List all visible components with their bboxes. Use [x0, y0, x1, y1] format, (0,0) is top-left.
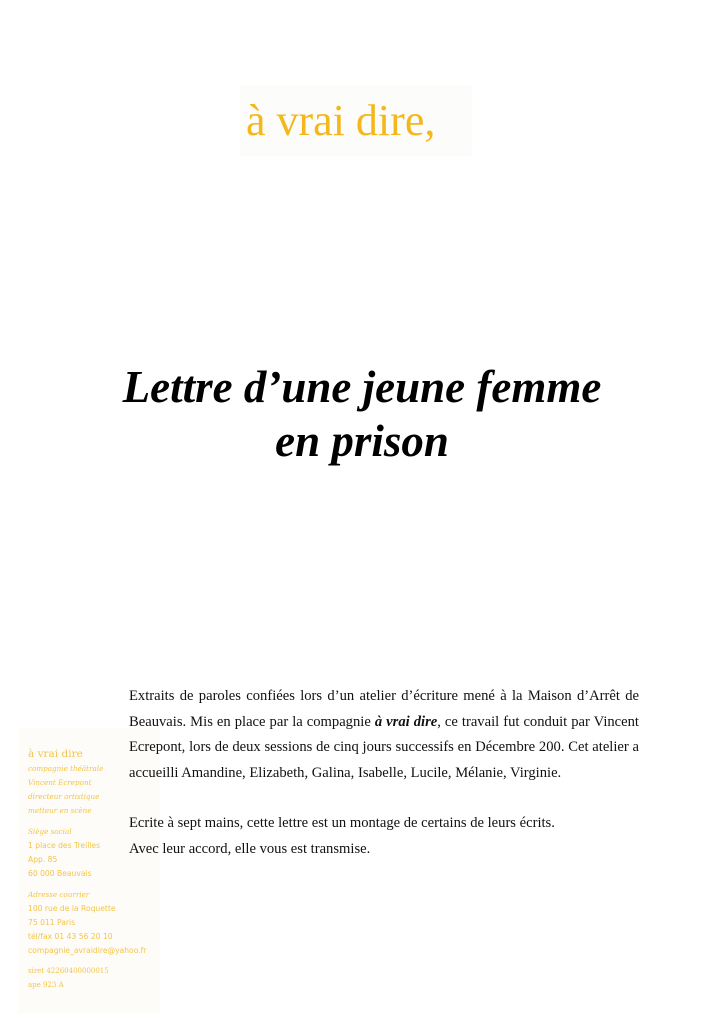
second-paragraph: Ecrite à sept mains, cette lettre est un montage de certains de leurs écrits. — [129, 815, 555, 831]
company-name-inline: à vrai dire — [374, 713, 438, 730]
intro-paragraph — [129, 684, 639, 786]
sidebar-courrier-label: Adresse courrier — [28, 890, 90, 899]
sidebar-siege-app: App. 85 — [28, 855, 58, 864]
title-line-1: Lettre d’une jeune femme — [122, 362, 602, 412]
sidebar-email: compagnie_avraidire@yahoo.fr — [28, 946, 147, 955]
sidebar-role-1: directeur artistique — [28, 792, 100, 801]
sidebar-phone: tél/fax 01 43 56 20 10 — [28, 932, 113, 941]
sidebar-siege-label: Siège social — [28, 827, 72, 836]
sidebar-courrier-street: 100 rue de la Roquette — [28, 904, 116, 913]
sidebar-ape: ape 923 A — [28, 981, 64, 989]
sidebar-director: Vincent Ecrepont — [28, 778, 92, 787]
sidebar-role-2: metteur en scène — [28, 806, 92, 815]
intro-text-start: Extraits de paroles confiées lors d’un atelier d’écriture mené à la Maison d’Arrêt de Beauvais. Mis en place par la compagnie — [129, 688, 639, 730]
sidebar-brand: à vrai dire — [28, 748, 83, 760]
title-line-2: en prison — [275, 416, 449, 466]
company-logo: à vrai dire, — [246, 96, 436, 145]
sidebar-siege-city: 60 000 Beauvais — [28, 869, 92, 878]
third-paragraph: Avec leur accord, elle vous est transmise. — [129, 840, 371, 857]
document-body — [129, 684, 639, 862]
sidebar-siret: siret 42260400000015 — [28, 967, 109, 975]
sidebar-subtitle: compagnie théâtrale — [28, 764, 104, 773]
intro-text-end: , ce travail fut conduit par Vincent Ecrepont, lors de deux sessions de cinq jours successifs en Décembre 200. Cet atelier a accueilli Amandine, Elizabeth, Galina, Isabelle, Lucile, Mélanie, Virginie. — [129, 713, 639, 781]
document-title — [60, 360, 664, 468]
sidebar-siege-street: 1 place des Treilles — [28, 841, 101, 850]
sidebar-courrier-city: 75 011 Paris — [28, 918, 76, 927]
